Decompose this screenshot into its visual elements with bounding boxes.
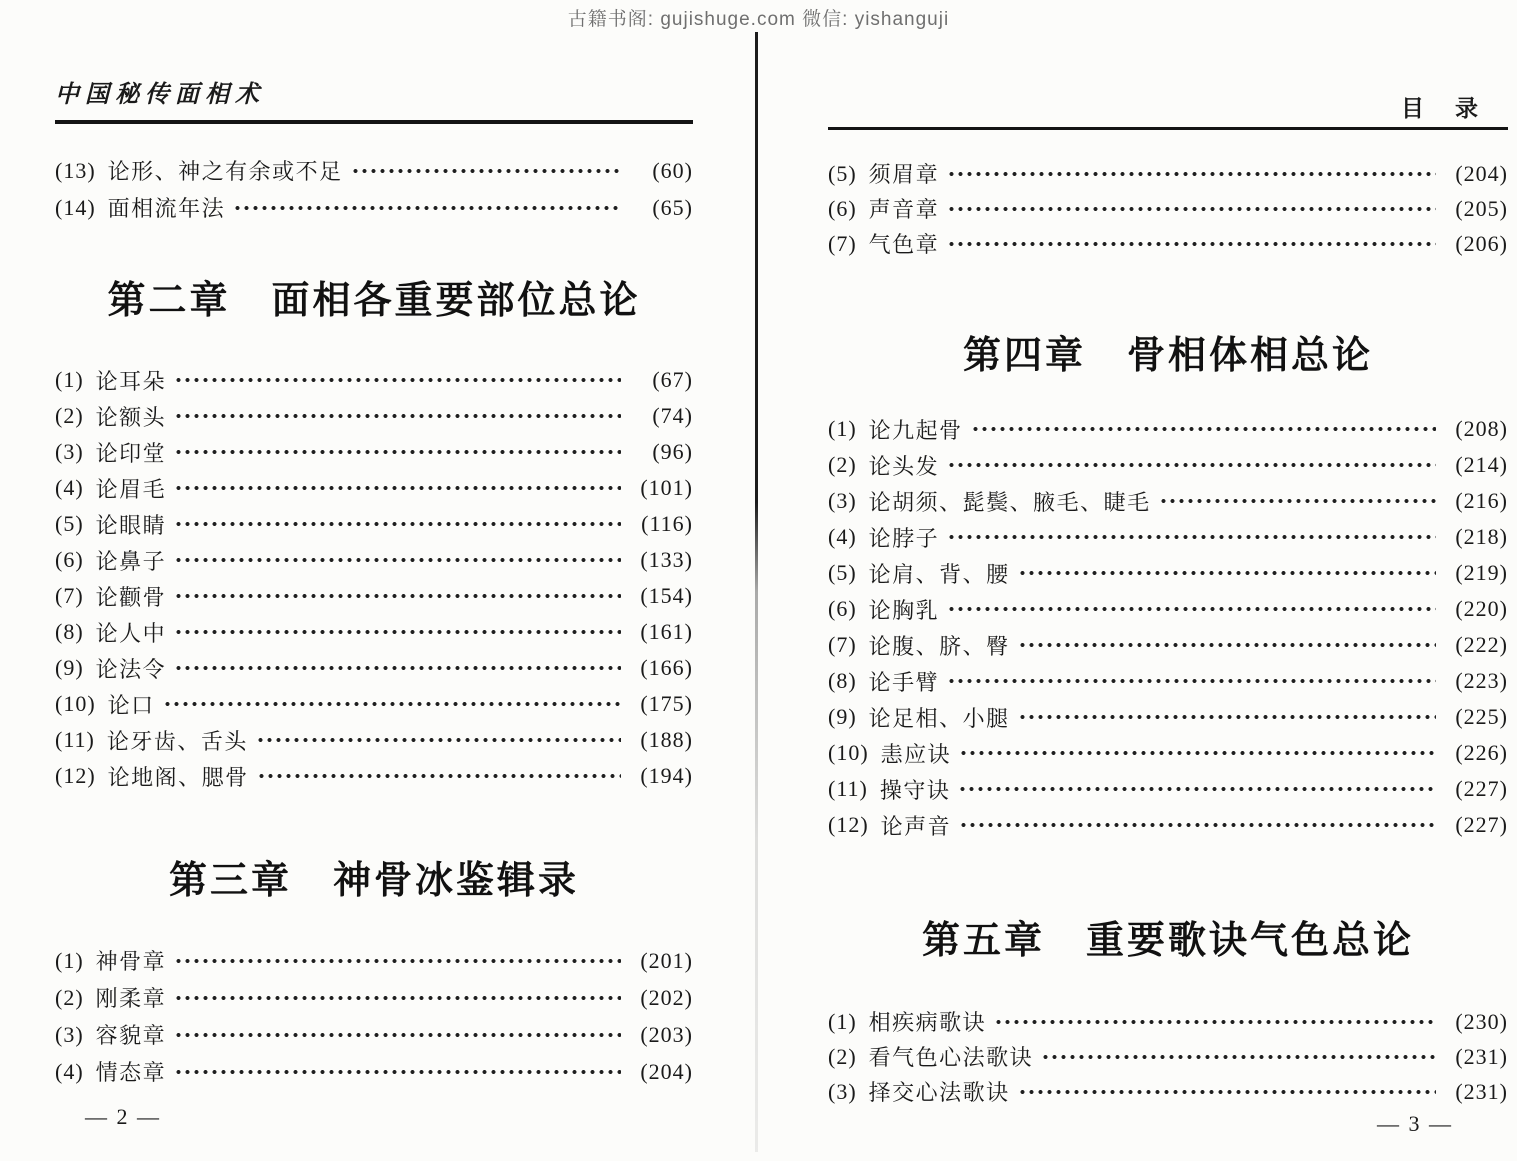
chapter-heading-3: 第三章 神骨冰鉴辑录: [168, 860, 579, 902]
toc-entry: [828, 1004, 1508, 1039]
toc-entry: [55, 1053, 693, 1090]
toc-entry: [55, 434, 693, 470]
entry-number: (7): [828, 230, 857, 256]
entry-title: 论九起骨: [868, 417, 963, 443]
entry-title: 论颧骨: [95, 584, 167, 610]
toc-entry: [828, 447, 1508, 483]
dot-leader: [947, 233, 1436, 255]
entry-number: (5): [828, 560, 857, 585]
entry-number: (8): [828, 668, 857, 693]
entry-page-number: (220): [1455, 596, 1508, 621]
toc-entry: [828, 519, 1508, 555]
entry-number: (6): [55, 547, 84, 572]
entry-number: (7): [828, 632, 857, 657]
toc-entry: [55, 578, 693, 614]
dot-leader: [233, 197, 621, 219]
entry-number: (9): [828, 704, 857, 729]
toc-entry: [828, 699, 1508, 735]
dot-leader: [958, 778, 1436, 800]
entry-number: (12): [828, 812, 869, 837]
entry-title: 论脖子: [868, 525, 940, 551]
entry-title: 刚柔章: [95, 986, 167, 1011]
entry-number: (2): [828, 1043, 857, 1069]
entry-title: 论额头: [95, 404, 167, 430]
entry-title: 情态章: [95, 1060, 167, 1085]
entry-page-number: (201): [640, 947, 693, 973]
toc-list-chapter2: [55, 362, 693, 794]
dot-leader: [174, 1061, 621, 1083]
toc-list-chapter4: [828, 411, 1508, 843]
entry-page-number: (188): [640, 727, 693, 752]
toc-entry: [55, 470, 693, 506]
toc-entry: [55, 614, 693, 650]
entry-title: 择交心法歌诀: [868, 1080, 1010, 1105]
page-gutter-divider: [755, 32, 758, 1152]
entry-title: 论地阁、腮骨: [107, 764, 249, 790]
entry-page-number: (208): [1455, 416, 1508, 441]
entry-page-number: (231): [1455, 1043, 1508, 1069]
entry-number: (3): [55, 1021, 84, 1047]
entry-title: 气色章: [868, 232, 940, 257]
entry-title: 看气色心法歌诀: [868, 1045, 1034, 1070]
entry-page-number: (218): [1455, 524, 1508, 549]
entry-page-number: (204): [640, 1058, 693, 1084]
dot-leader: [1018, 706, 1436, 728]
entry-number: (4): [55, 1058, 84, 1084]
entry-page-number: (74): [652, 403, 693, 428]
dot-leader: [947, 598, 1436, 620]
running-head-toc: 目 录: [1401, 96, 1482, 121]
header-rule: [828, 127, 1508, 130]
dot-leader: [959, 742, 1436, 764]
entry-number: (10): [828, 740, 869, 765]
entry-title: 面相流年法: [107, 196, 226, 221]
dot-leader: [947, 526, 1436, 548]
page-number-right: — 3 —: [1377, 1111, 1453, 1136]
dot-leader: [947, 163, 1436, 185]
dot-leader: [163, 693, 621, 715]
entry-number: (7): [55, 583, 84, 608]
entry-page-number: (204): [1455, 160, 1508, 186]
toc-entry: [828, 1039, 1508, 1074]
dot-leader: [174, 477, 621, 499]
entry-number: (13): [55, 157, 96, 183]
toc-entry: [828, 483, 1508, 519]
entry-title: 论耳朵: [95, 368, 167, 394]
entry-title: 操守诀: [879, 777, 951, 803]
entry-page-number: (227): [1455, 812, 1508, 837]
entry-number: (3): [828, 1078, 857, 1104]
entry-page-number: (227): [1455, 776, 1508, 801]
page-number-left: — 2 —: [85, 1104, 161, 1129]
entry-page-number: (166): [640, 655, 693, 680]
entry-number: (2): [55, 984, 84, 1010]
entry-page-number: (175): [640, 691, 693, 716]
dot-leader: [174, 405, 621, 427]
chapter-heading-2: 第二章 面相各重要部位总论: [107, 280, 641, 322]
entry-title: 论腹、脐、臀: [868, 633, 1010, 659]
toc-list-chapter3: [55, 942, 693, 1090]
dot-leader: [174, 1024, 621, 1046]
entry-title: 论胸乳: [868, 597, 940, 623]
entry-number: (2): [55, 403, 84, 428]
chapter-heading-4: 第四章 骨相体相总论: [962, 335, 1373, 377]
entry-number: (1): [828, 416, 857, 441]
dot-leader: [994, 1011, 1436, 1033]
dot-leader: [174, 621, 621, 643]
dot-leader: [174, 950, 621, 972]
entry-page-number: (60): [652, 157, 693, 183]
toc-entry: [55, 506, 693, 542]
entry-page-number: (202): [640, 984, 693, 1010]
dot-leader: [959, 814, 1436, 836]
toc-entry: [828, 226, 1508, 261]
entry-number: (14): [55, 194, 96, 220]
entry-page-number: (161): [640, 619, 693, 644]
entry-title: 论足相、小腿: [868, 705, 1010, 731]
entry-title: 论形、神之有余或不足: [107, 159, 343, 184]
toc-entry: [55, 758, 693, 794]
toc-entry: [55, 979, 693, 1016]
entry-title: 神骨章: [95, 949, 167, 974]
toc-entry: [828, 411, 1508, 447]
entry-number: (4): [828, 524, 857, 549]
dot-leader: [174, 657, 621, 679]
entry-page-number: (101): [640, 475, 693, 500]
toc-entry: [55, 189, 693, 226]
entry-number: (1): [55, 367, 84, 392]
dot-leader: [947, 454, 1436, 476]
toc-entry: [55, 686, 693, 722]
entry-number: (2): [828, 452, 857, 477]
toc-entry: [55, 942, 693, 979]
entry-title: 论牙齿、舌头: [106, 728, 248, 754]
toc-entry: [55, 542, 693, 578]
entry-number: (3): [55, 439, 84, 464]
entry-number: (6): [828, 195, 857, 221]
toc-entry: [55, 1016, 693, 1053]
entry-number: (5): [55, 511, 84, 536]
dot-leader: [1018, 1081, 1436, 1103]
entry-title: 论肩、背、腰: [868, 561, 1010, 587]
dot-leader: [174, 513, 621, 535]
entry-number: (9): [55, 655, 84, 680]
entry-title: 须眉章: [868, 162, 940, 187]
chapter-heading-5: 第五章 重要歌诀气色总论: [921, 920, 1414, 962]
entry-number: (8): [55, 619, 84, 644]
entry-title: 恚应诀: [880, 741, 952, 767]
dot-leader: [947, 198, 1436, 220]
entry-title: 论口: [107, 692, 155, 718]
toc-entry: [55, 650, 693, 686]
dot-leader: [1018, 562, 1436, 584]
toc-entry: [828, 191, 1508, 226]
entry-title: 论声音: [880, 813, 952, 839]
entry-title: 论手臂: [868, 669, 940, 695]
dot-leader: [256, 729, 621, 751]
toc-entry: [828, 156, 1508, 191]
right-page: [828, 95, 1508, 1137]
toc-entry: [828, 555, 1508, 591]
entry-number: (5): [828, 160, 857, 186]
entry-page-number: (154): [640, 583, 693, 608]
entry-page-number: (230): [1455, 1008, 1508, 1034]
toc-entry: [828, 627, 1508, 663]
toc-entry: [828, 591, 1508, 627]
entry-page-number: (214): [1455, 452, 1508, 477]
entry-page-number: (231): [1455, 1078, 1508, 1104]
entry-page-number: (194): [640, 763, 693, 788]
dot-leader: [1041, 1046, 1436, 1068]
entry-title: 论人中: [95, 620, 167, 646]
toc-list-chapter3-carryover: [828, 156, 1508, 261]
dot-leader: [947, 670, 1436, 692]
entry-number: (1): [55, 947, 84, 973]
dot-leader: [351, 160, 621, 182]
watermark-text: 古籍书阁: gujishuge.com 微信: yishanguji: [567, 9, 950, 30]
entry-page-number: (116): [641, 511, 693, 536]
left-page: [55, 80, 693, 1130]
entry-title: 论眼睛: [95, 512, 167, 538]
entry-page-number: (206): [1455, 230, 1508, 256]
entry-number: (3): [828, 488, 857, 513]
entry-page-number: (133): [640, 547, 693, 572]
dot-leader: [174, 441, 621, 463]
toc-entry: [55, 398, 693, 434]
entry-title: 论胡须、髭鬓、腋毛、睫毛: [868, 489, 1151, 515]
toc-entry: [828, 1074, 1508, 1109]
toc-list-chapter5: [828, 1004, 1508, 1109]
entry-page-number: (226): [1455, 740, 1508, 765]
toc-entry: [828, 663, 1508, 699]
entry-title: 论印堂: [95, 440, 167, 466]
entry-number: (11): [55, 727, 95, 752]
dot-leader: [174, 369, 621, 391]
entry-page-number: (219): [1455, 560, 1508, 585]
toc-entry: [828, 771, 1508, 807]
entry-title: 论眉毛: [95, 476, 167, 502]
entry-number: (1): [828, 1008, 857, 1034]
entry-title: 声音章: [868, 197, 940, 222]
dot-leader: [1018, 634, 1436, 656]
entry-number: (12): [55, 763, 96, 788]
entry-page-number: (216): [1455, 488, 1508, 513]
entry-title: 容貌章: [95, 1023, 167, 1048]
dot-leader: [1159, 490, 1436, 512]
toc-entry: [55, 362, 693, 398]
entry-page-number: (65): [652, 194, 693, 220]
entry-page-number: (223): [1455, 668, 1508, 693]
entry-page-number: (203): [640, 1021, 693, 1047]
header-rule: [55, 120, 693, 124]
dot-leader: [971, 418, 1436, 440]
toc-entry: [828, 735, 1508, 771]
entry-number: (6): [828, 596, 857, 621]
entry-title: 论头发: [868, 453, 940, 479]
dot-leader: [174, 549, 621, 571]
entry-number: (11): [828, 776, 868, 801]
running-head-book-title: 中国秘传面相术: [55, 82, 265, 108]
entry-number: (4): [55, 475, 84, 500]
dot-leader: [257, 765, 621, 787]
entry-page-number: (205): [1455, 195, 1508, 221]
toc-entry: [55, 152, 693, 189]
entry-page-number: (96): [652, 439, 693, 464]
entry-title: 论法令: [95, 656, 167, 682]
entry-page-number: (225): [1455, 704, 1508, 729]
entry-page-number: (67): [652, 367, 693, 392]
dot-leader: [174, 585, 621, 607]
toc-entry: [55, 722, 693, 758]
toc-entry: [828, 807, 1508, 843]
dot-leader: [174, 987, 621, 1009]
entry-number: (10): [55, 691, 96, 716]
toc-list-chapter1-carryover: [55, 152, 693, 226]
entry-title: 相疾病歌诀: [868, 1010, 987, 1035]
entry-page-number: (222): [1455, 632, 1508, 657]
entry-title: 论鼻子: [95, 548, 167, 574]
